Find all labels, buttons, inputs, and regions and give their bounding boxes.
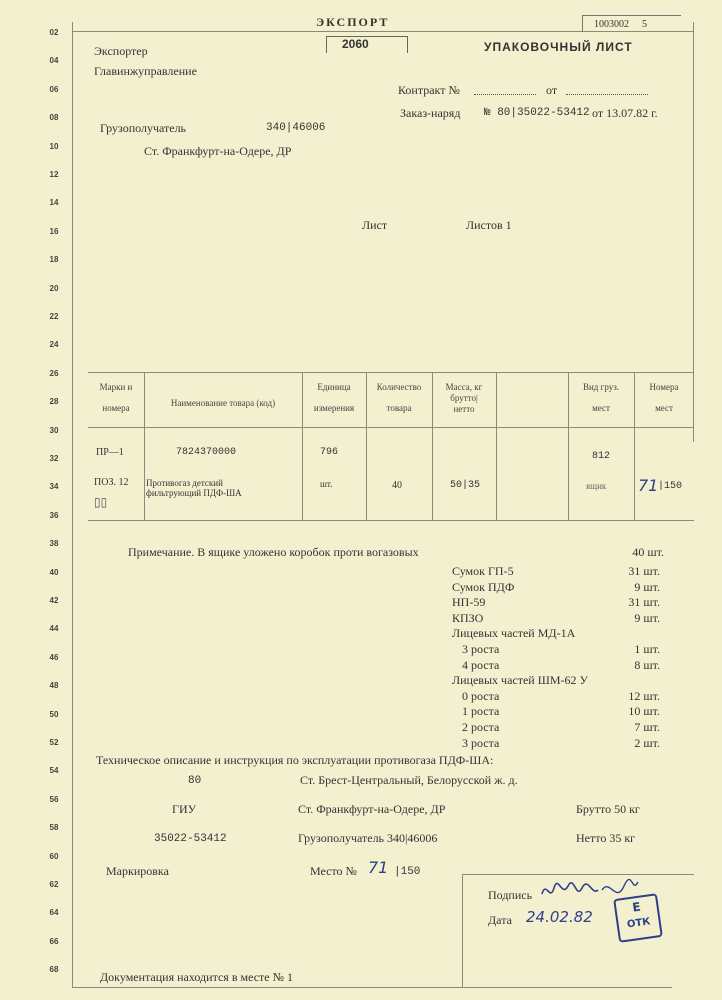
margin-line-number: 26 bbox=[49, 368, 59, 378]
margin-line-number: 56 bbox=[49, 794, 59, 804]
exporter-code: 2060 bbox=[342, 37, 369, 51]
marking-net: Нетто 35 кг bbox=[576, 831, 636, 845]
export-label: ЭКСПОРТ bbox=[316, 15, 390, 29]
margin-line-number: 44 bbox=[49, 624, 59, 634]
header-qty bbox=[367, 382, 431, 414]
order-number: № 80|35022-53412 bbox=[484, 107, 590, 119]
order-label: Заказ-наряд bbox=[400, 106, 461, 120]
note-item-label: 4 роста bbox=[462, 657, 500, 672]
otk-stamp-letter: Е bbox=[631, 899, 642, 915]
margin-line-number: 34 bbox=[49, 482, 59, 492]
note-item-qty: 9 шт. bbox=[634, 579, 660, 594]
table-col-divider bbox=[496, 372, 497, 520]
margin-line-number: 40 bbox=[49, 567, 59, 577]
note-item-label: КПЗО bbox=[452, 610, 484, 625]
margin-line-number: 60 bbox=[49, 851, 59, 861]
note-item-label: 3 роста bbox=[462, 735, 500, 750]
note-item-qty: 31 шт. bbox=[628, 595, 660, 610]
margin-line-number: 10 bbox=[49, 141, 59, 151]
margin-line-number: 22 bbox=[49, 312, 59, 321]
row-product-code: 7824370000 bbox=[176, 447, 237, 458]
note-item-qty: 10 шт. bbox=[628, 704, 660, 719]
order-date: от 13.07.82 г. bbox=[592, 106, 658, 120]
note-item-label: Лицевых частей ШМ-62 У bbox=[452, 673, 588, 688]
header-mass bbox=[433, 382, 495, 415]
row-qty: 40 bbox=[392, 480, 402, 491]
header-marks bbox=[90, 382, 142, 414]
marking-place-label: Место № bbox=[310, 864, 357, 878]
row-pack: ящик bbox=[586, 481, 607, 491]
marking-route: Ст. Брест-Центральный, Белорусской ж. д. bbox=[300, 773, 518, 787]
header-unit-line2: измерения bbox=[313, 403, 355, 413]
margin-line-number: 12 bbox=[49, 170, 59, 179]
margin-line-number: 18 bbox=[49, 255, 59, 265]
note-item-qty: 9 шт. bbox=[634, 610, 660, 625]
header-pack-line1: Вид груз. bbox=[582, 382, 620, 392]
exporter-name: Главинжуправление bbox=[94, 64, 197, 78]
margin-line-number: 68 bbox=[49, 965, 59, 975]
note-item-label: 1 роста bbox=[462, 704, 500, 719]
header-places bbox=[635, 382, 693, 414]
margin-line-number: 54 bbox=[49, 766, 59, 776]
header-marks-line1: Марки и bbox=[99, 382, 133, 392]
table-top-line bbox=[88, 372, 694, 373]
margin-line-number: 28 bbox=[49, 397, 59, 407]
contract-number-line bbox=[474, 94, 536, 95]
marking-consignee: Грузополучатель 340|46006 bbox=[298, 831, 438, 845]
consignee-code: 340|46006 bbox=[266, 122, 326, 134]
margin-line-number: 14 bbox=[49, 198, 59, 208]
consignee-label: Грузополучатель bbox=[100, 121, 187, 135]
otk-stamp bbox=[613, 893, 663, 943]
margin-line-number: 02 bbox=[49, 28, 59, 37]
exporter-label: Экспортер bbox=[94, 44, 148, 58]
marking-place-handwritten: 71 bbox=[368, 858, 389, 877]
table-col-divider bbox=[144, 372, 145, 520]
signature-label: Подпись bbox=[488, 888, 533, 902]
margin-line-number: 08 bbox=[49, 113, 59, 123]
bottom-line bbox=[72, 987, 672, 988]
contract-date-label: от bbox=[546, 83, 558, 97]
marking-place-total: |150 bbox=[394, 866, 421, 878]
header-pack bbox=[569, 382, 633, 414]
row-pack-code: 812 bbox=[592, 451, 611, 462]
margin-line-number: 24 bbox=[49, 340, 59, 350]
row-mark-stamp: ▯▯ bbox=[94, 495, 108, 509]
header-mass-line1: Масса, кг bbox=[445, 382, 483, 392]
signature-box-top bbox=[462, 874, 694, 875]
signature-box-left bbox=[462, 874, 463, 987]
note-item-label: Лицевых частей МД-1А bbox=[452, 626, 576, 641]
marking-giu: ГИУ bbox=[172, 802, 197, 816]
note-item-qty: 2 шт. bbox=[634, 735, 660, 750]
marking-code: 80 bbox=[188, 775, 202, 787]
margin-line-number: 36 bbox=[49, 510, 59, 520]
header-mass-line3: нетто bbox=[453, 404, 475, 414]
form-code: 1003002 bbox=[594, 19, 629, 30]
margin-line-number: 42 bbox=[49, 596, 59, 605]
note-item-qty: 8 шт. bbox=[634, 657, 660, 672]
footer-documentation-note: Документация находится в месте № 1 bbox=[100, 970, 294, 984]
header-qty-line2: товара bbox=[386, 403, 412, 413]
row-unit: шт. bbox=[320, 479, 333, 489]
margin-line-number: 64 bbox=[49, 908, 59, 918]
header-unit bbox=[303, 382, 365, 414]
margin-line-number: 20 bbox=[49, 283, 59, 293]
marking-label: Маркировка bbox=[106, 864, 169, 878]
tech-description-line: Техническое описание и инструкция по эксплуатации противогаза ПДФ-ША: bbox=[96, 753, 494, 767]
table-bottom-line bbox=[88, 520, 694, 521]
note-intro: Примечание. В ящике уложено коробок проти вогазовых bbox=[128, 545, 419, 559]
header-places-line1: Номера bbox=[649, 382, 679, 392]
row-product-name-1: Противогаз детский bbox=[146, 478, 223, 488]
contract-label: Контракт № bbox=[398, 83, 460, 97]
sheets-total: Листов 1 bbox=[466, 218, 512, 232]
header-marks-line2: номера bbox=[102, 403, 130, 413]
date-label: Дата bbox=[488, 913, 512, 927]
otk-stamp-text: ОТК bbox=[626, 916, 652, 931]
note-item-label: Сумок ПДФ bbox=[452, 579, 515, 594]
note-item-label: 2 роста bbox=[462, 720, 500, 734]
row-unit-code: 796 bbox=[320, 447, 339, 458]
margin-line-number: 46 bbox=[49, 652, 59, 662]
note-item-qty: 7 шт. bbox=[634, 720, 660, 734]
margin-line-number: 66 bbox=[49, 936, 59, 946]
margin-line-number: 52 bbox=[49, 738, 59, 747]
margin-line-number: 58 bbox=[49, 823, 59, 833]
margin-line-number: 32 bbox=[49, 454, 59, 463]
note-intro-qty: 40 шт. bbox=[632, 545, 664, 559]
row-mark-1: ПР—1 bbox=[96, 447, 124, 458]
margin-line-number: 16 bbox=[49, 226, 59, 236]
date-handwritten: 24.02.82 bbox=[526, 908, 593, 926]
form-suffix: 5 bbox=[642, 19, 647, 30]
marking-order: 35022-53412 bbox=[154, 833, 227, 845]
note-item-label: НП-59 bbox=[452, 595, 486, 610]
marking-destination: Ст. Франкфурт-на-Одере, ДР bbox=[298, 802, 446, 816]
margin-line-number: 30 bbox=[49, 425, 59, 435]
header-places-line2: мест bbox=[655, 403, 673, 413]
row-place-total: |150 bbox=[658, 481, 683, 492]
header-mass-line2: брутто| bbox=[450, 393, 478, 403]
row-mass: 50|35 bbox=[450, 480, 481, 491]
margin-line-number: 48 bbox=[49, 681, 59, 691]
margin-line-number: 50 bbox=[49, 709, 59, 719]
right-margin-line bbox=[693, 22, 694, 442]
marking-gross: Брутто 50 кг bbox=[576, 802, 640, 816]
margin-line-number: 62 bbox=[49, 880, 59, 889]
row-mark-2: ПОЗ. 12 bbox=[94, 477, 129, 488]
contract-date-line bbox=[566, 94, 648, 95]
sheet-label: Лист bbox=[362, 218, 388, 232]
note-item-qty: 1 шт. bbox=[634, 642, 660, 656]
margin-line-number: 06 bbox=[49, 84, 59, 94]
row-place-handwritten: 71 bbox=[638, 476, 659, 495]
document-title: УПАКОВОЧНЫЙ ЛИСТ bbox=[484, 40, 633, 54]
note-item-qty: 31 шт. bbox=[628, 564, 660, 578]
note-item-label: 3 роста bbox=[462, 642, 500, 656]
table-header-line bbox=[88, 427, 694, 428]
header-pack-line2: мест bbox=[592, 403, 610, 413]
note-item-label: 0 роста bbox=[462, 688, 500, 703]
consignee-address: Ст. Франкфурт-на-Одере, ДР bbox=[144, 144, 292, 158]
header-name: Наименование товара (код) bbox=[170, 398, 276, 408]
margin-line-number: 38 bbox=[49, 539, 59, 549]
margin-line-number: 04 bbox=[49, 56, 59, 66]
left-margin-line bbox=[72, 22, 73, 987]
row-product-name-2: фильтрующий ПДФ-ША bbox=[146, 488, 242, 498]
note-item-qty: 12 шт. bbox=[628, 688, 660, 703]
header-qty-line1: Количество bbox=[376, 382, 422, 392]
note-item-label: Сумок ГП-5 bbox=[452, 564, 514, 578]
header-unit-line1: Единица bbox=[317, 382, 351, 392]
